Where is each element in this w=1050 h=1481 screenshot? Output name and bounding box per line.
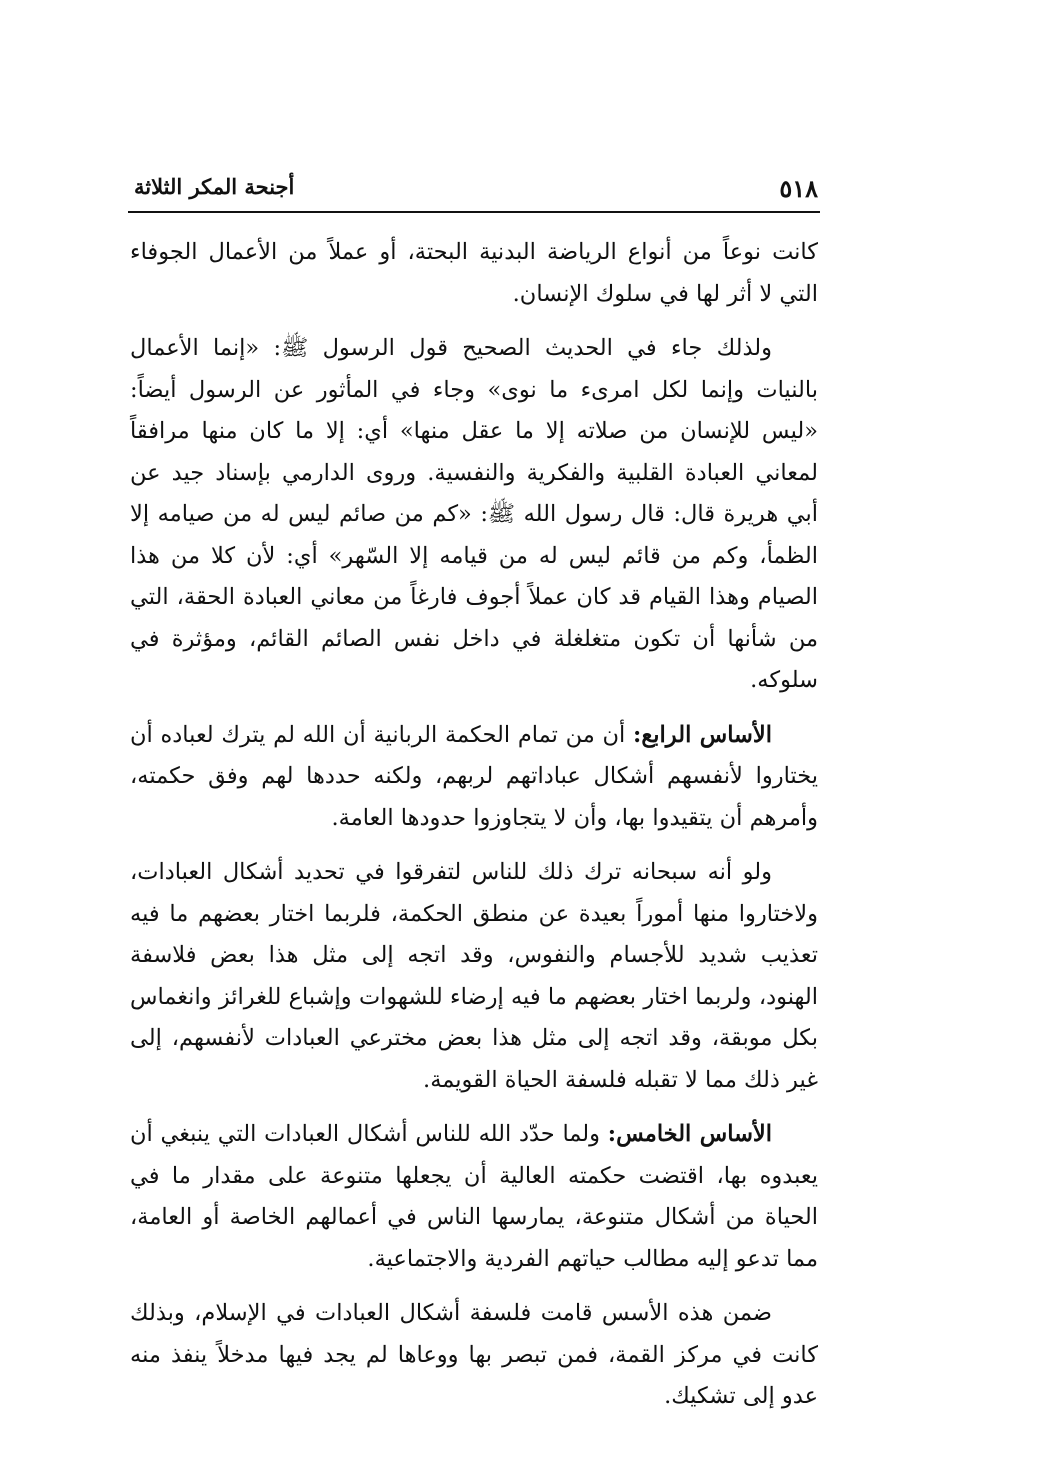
body-text <box>130 232 818 1418</box>
page-number: ٥١٨ <box>779 174 818 203</box>
paragraph <box>130 1293 818 1418</box>
paragraph <box>130 232 818 315</box>
paragraph <box>130 715 818 840</box>
paragraph-text: ولو أنه سبحانه ترك ذلك للناس لتفرقوا في تحديد أشكال العبادات، ولاختاروا منها أموراً بعيدة عن منطق الحكمة، فلربما اختار بعضهم ما فيه تعذيب شديد للأجسام والنفوس، وقد اتجه إلى مثل هذا بعض فلاسفة الهنود، ولربما اختار بعضهم ما فيه إرضاء للشهوات وإشباع للغرائز وانغماس بكل موبقة، وقد اتجه إلى مثل هذا بعض مخترعي العبادات لأنفسهم، إلى غير ذلك مما لا تقبله فلسفة الحياة القويمة. <box>130 859 818 1093</box>
header-rule <box>128 211 820 213</box>
paragraph <box>130 852 818 1101</box>
section-lead: الأساس الخامس: <box>607 1121 772 1147</box>
paragraph <box>130 328 818 702</box>
paragraph-text: ولما حدّد الله للناس أشكال العبادات التي ينبغي أن يعبدوه بها، اقتضت حكمته العالية أن يجعلها متنوعة على مقدار ما في الحياة من أشكال متنوعة، يمارسها الناس في أعمالهم الخاصة أو العامة، مما تدعو إليه مطالب حياتهم الفردية والاجتماعية. <box>130 1121 818 1272</box>
paragraph-text: أن من تمام الحكمة الربانية أن الله لم يترك لعباده أن يختاروا لأنفسهم أشكال عباداتهم لربهم، ولكنه حددها لهم وفق حكمته، وأمرهم أن يتقيدوا بها، وأن لا يتجاوزوا حدودها العامة. <box>130 721 818 831</box>
paragraph-text: كانت نوعاً من أنواع الرياضة البدنية البحتة، أو عملاً من الأعمال الجوفاء التي لا أثر لها في سلوك الإنسان. <box>130 239 818 307</box>
section-lead: الأساس الرابع: <box>633 721 772 748</box>
paragraph-text: ضمن هذه الأسس قامت فلسفة أشكال العبادات في الإسلام، وبذلك كانت في مركز القمة، فمن تبصر بها ووعاها لم يجد فيها مدخلاً ينفذ منه عدو إلى تشكيك. <box>130 1300 818 1409</box>
paragraph <box>130 1114 818 1280</box>
paragraph-text: ولذلك جاء في الحديث الصحيح قول الرسول ﷺ: «إنما الأعمال بالنيات وإنما لكل امرىء ما نوى» وجاء في المأثور عن الرسول أيضاً: «ليس للإنسان من صلاته إلا ما عقل منها» أي: إلا ما كان منها مرافقاً لمعاني العبادة القلبية والفكرية والنفسية. وروى الدارمي بإسناد جيد عن أبي هريرة قال: قال رسول الله ﷺ: «كم من صائم ليس له من صيامه إلا الظمأ، وكم من قائم ليس له من قيامه إلا السّهر» أي: لأن كلا من هذا الصيام وهذا القيام قد كان عملاً أجوف فارغاً من معاني العبادة الحقة، التي من شأنها أن تكون متغلغلة في داخل نفس الصائم القائم، ومؤثرة في سلوكه. <box>130 335 818 693</box>
page-header <box>128 168 818 212</box>
running-title: أجنحة المكر الثلاثة <box>134 174 295 199</box>
